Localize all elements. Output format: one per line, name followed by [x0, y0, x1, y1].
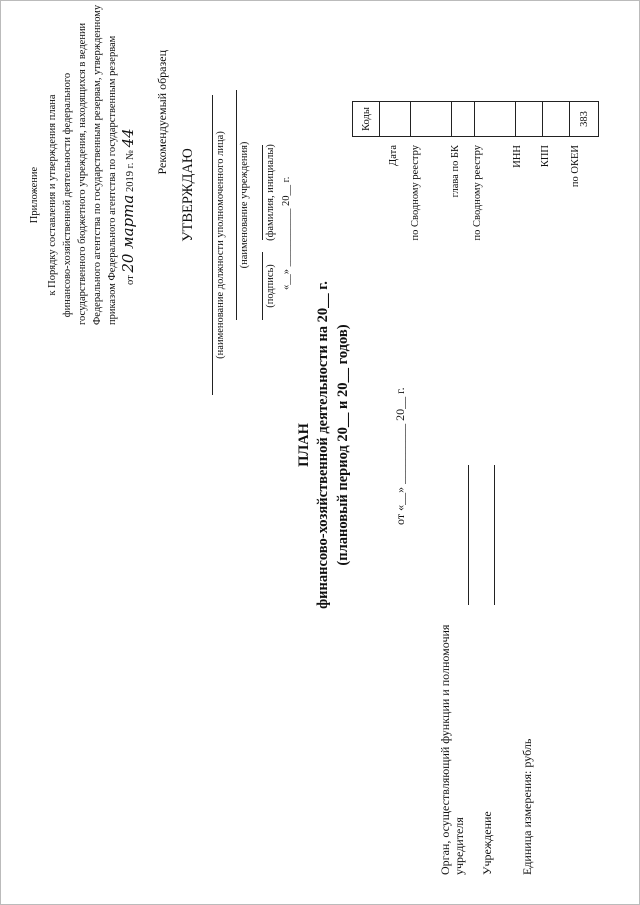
position-line: [212, 95, 213, 395]
organ-line: [468, 465, 469, 605]
code-cell-reestr-2: [475, 102, 516, 137]
code-label-date: Дата: [388, 145, 399, 166]
order-line: [119, 128, 137, 285]
code-label-reestr-1: по Сводному реестру: [410, 145, 421, 241]
approve-date-line: «__» ___________ 20__ г.: [281, 176, 292, 290]
name-caption: (фамилия, инициалы): [265, 144, 276, 241]
appendix-line-4: Федерального агентства по государственным резервам, утвержденному: [92, 4, 103, 325]
code-cell-okei: 383: [570, 102, 599, 137]
order-date-handwritten: 20 марта: [119, 194, 137, 273]
position-caption: (наименование должности уполномоченного лица): [215, 131, 226, 359]
codes-header: Коды: [353, 102, 380, 137]
institution-line-field: [494, 465, 495, 605]
code-cell-kpp: [543, 102, 570, 137]
code-cell-inn: [516, 102, 543, 137]
recommended-sample-label: Рекомендуемый образец: [155, 50, 169, 175]
plan-title: ПЛАН: [296, 423, 312, 467]
name-line: [262, 145, 263, 240]
code-label-inn: ИНН: [512, 145, 523, 168]
signature-caption: (подпись): [265, 264, 276, 308]
plan-subtitle: финансово-хозяйственной деятельности на 20__ г.: [315, 281, 331, 609]
plan-period: (плановый период 20__ и 20__ годов): [335, 324, 351, 566]
code-cell-bk: [452, 102, 475, 137]
code-label-kpp: КПП: [540, 145, 551, 168]
order-year: 2019 г. №: [125, 150, 136, 193]
codes-table: [352, 101, 599, 137]
institution-label: Учреждение: [480, 811, 494, 875]
code-label-reestr-2: по Сводному реестру: [472, 145, 483, 241]
appendix-line-1: к Порядку составления и утверждения плана: [47, 94, 58, 296]
code-cell-reestr-1: [411, 102, 452, 137]
code-label-okei: по ОКЕИ: [570, 145, 581, 188]
signature-line: [262, 252, 263, 320]
institution-caption: (наименование учреждения): [239, 141, 250, 269]
appendix-line-2: финансово-хозяйственной деятельности федерального: [62, 72, 73, 318]
code-cell-date: [380, 102, 411, 137]
order-prefix: от: [125, 275, 136, 285]
code-label-bk: глава по БК: [450, 145, 461, 198]
appendix-line-5: приказом Федерального агентства по государственным резервам: [107, 35, 118, 325]
plan-date: от «__» __________ 20__ г.: [393, 387, 407, 525]
unit-label: Единица измерения: рубль: [520, 738, 534, 875]
organ-label: Орган, осуществляющий функции и полномочия учредителя: [438, 624, 466, 875]
order-number-handwritten: 44: [119, 128, 137, 148]
appendix-line-3: государственного бюджетного учреждения, находящихся в ведении: [77, 22, 88, 325]
approve-title: УТВЕРЖДАЮ: [180, 148, 196, 242]
appendix-title: Приложение: [29, 166, 40, 224]
institution-line: [236, 90, 237, 320]
